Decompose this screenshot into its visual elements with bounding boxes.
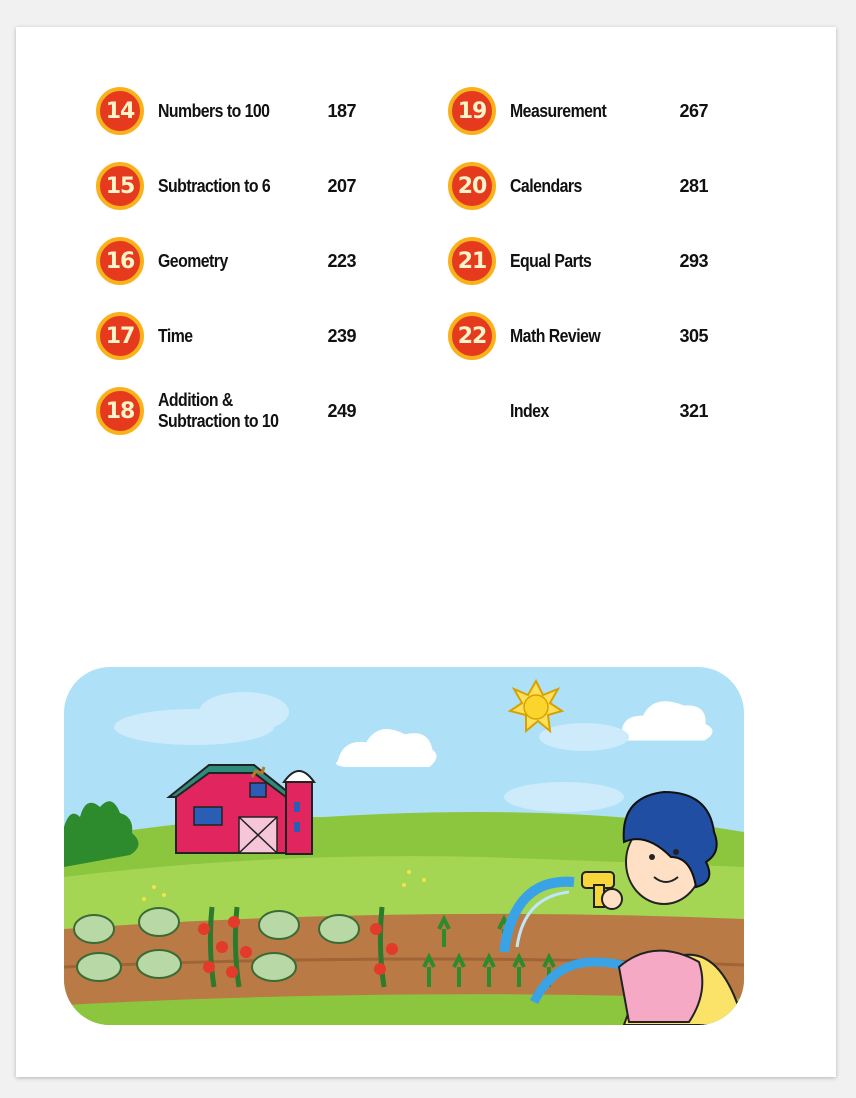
book-page: [16, 27, 836, 1077]
index-page-number: 321: [679, 400, 708, 421]
index-title: Index: [510, 400, 549, 421]
chapter-title: Equal Parts: [510, 250, 592, 271]
toc-entry-19[interactable]: [448, 87, 748, 162]
toc-left-column: [96, 87, 396, 462]
chapter-title: Math Review: [510, 325, 601, 346]
chapter-title-line-2: Subtraction to 10: [158, 411, 279, 431]
chapter-page-number: 293: [679, 250, 708, 271]
toc-right-column: [448, 87, 748, 462]
chapter-page-number: 267: [679, 100, 708, 121]
chapter-badge: 17: [96, 312, 144, 360]
chapter-badge: 20: [448, 162, 496, 210]
chapter-page-number: 281: [679, 175, 708, 196]
chapter-page-number: 207: [327, 175, 356, 196]
chapter-title: Subtraction to 6: [158, 175, 271, 196]
chapter-badge: 18: [96, 387, 144, 435]
chapter-badge: 21: [448, 237, 496, 285]
chapter-page-number: 223: [327, 250, 356, 271]
chapter-badge: 14: [96, 87, 144, 135]
toc-entry-21[interactable]: [448, 237, 748, 312]
toc-entry-17[interactable]: [96, 312, 396, 387]
chapter-page-number: 249: [327, 400, 356, 421]
toc-entry-22[interactable]: [448, 312, 748, 387]
cloud-icon: [504, 782, 624, 812]
chapter-page-number: 187: [327, 100, 356, 121]
silo-icon: [284, 771, 314, 854]
chapter-page-number: 239: [327, 325, 356, 346]
chapter-title: Time: [158, 325, 193, 346]
chapter-page-number: 305: [679, 325, 708, 346]
chapter-badge: 22: [448, 312, 496, 360]
toc-entry-15[interactable]: [96, 162, 396, 237]
toc-entry-14[interactable]: [96, 87, 396, 162]
chapter-title: Calendars: [510, 175, 582, 196]
chapter-badge: 16: [96, 237, 144, 285]
chapter-title-line-1: Addition &: [158, 390, 233, 410]
chapter-title: [158, 387, 278, 435]
chapter-title: Measurement: [510, 100, 607, 121]
toc-entry-20[interactable]: [448, 162, 748, 237]
farm-illustration: [64, 667, 744, 1025]
farm-scene-svg: [64, 667, 744, 1025]
chapter-badge: 15: [96, 162, 144, 210]
chapter-title: Geometry: [158, 250, 228, 271]
toc-entry-16[interactable]: [96, 237, 396, 312]
chapter-badge: 19: [448, 87, 496, 135]
toc-entry-index[interactable]: [448, 387, 748, 462]
chapter-title: Numbers to 100: [158, 100, 270, 121]
toc-entry-18[interactable]: [96, 387, 396, 462]
